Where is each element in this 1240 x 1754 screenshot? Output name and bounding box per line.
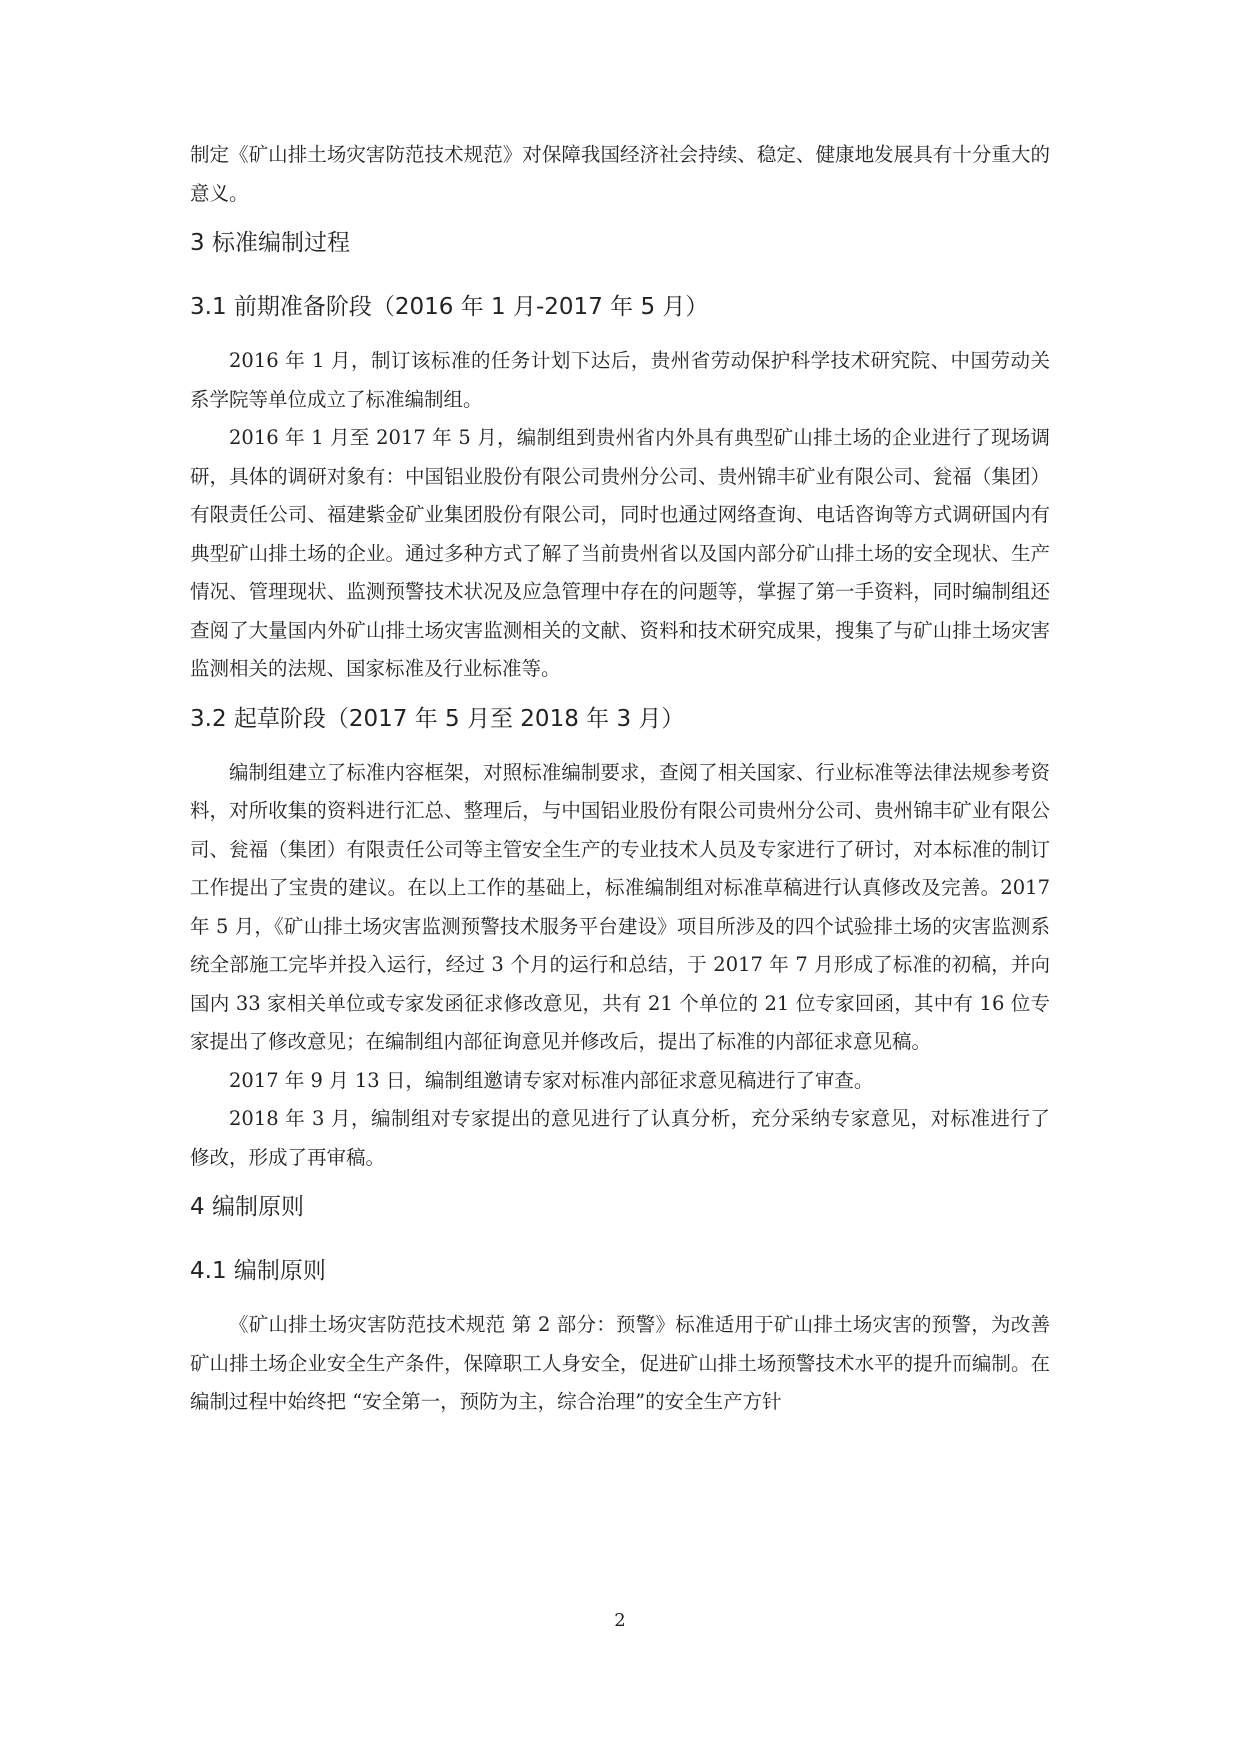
paragraph-3-1-b: 2016 年 1 月至 2017 年 5 月，编制组到贵州省内外具有典型矿山排土场的企业进行了现场调研，具体的调研对象有：中国铝业股份有限公司贵州分公司、贵州锦丰矿业有限公司、瓮福（集团）有限责任公司、福建紫金矿业集团股份有限公司，同时也通过网络查询、电话咨询等方式调研国内有典型矿山排土场的企业。通过多种方式了解了当前贵州省以及国内部分矿山排土场的安全现状、生产情况、管理现状、监测预警技术状况及应急管理中存在的问题等，掌握了第一手资料，同时编制组还查阅了大量国内外矿山排土场灾害监测相关的文献、资料和技术研究成果，搜集了与矿山排土场灾害监测相关的法规、国家标准及行业标准等。: [190, 426, 1050, 680]
paragraph-3-2-b: 2017 年 9 月 13 日，编制组邀请专家对标准内部征求意见稿进行了审查。: [229, 1068, 874, 1092]
paragraph-3-2-a: 编制组建立了标准内容框架，对照标准编制要求，查阅了相关国家、行业标准等法律法规参考资料，对所收集的资料进行汇总、整理后，与中国铝业股份有限公司贵州分公司、贵州锦丰矿业有限公司、瓮福（集团）有限责任公司等主管安全生产的专业技术人员及专家进行了研讨，对本标准的制订工作提出了宝贵的建议。在以上工作的基础上，标准编制组对标准草稿进行认真修改及完善。2017 年 5 月，《矿山排土场灾害监测预警技术服务平台建设》项目所涉及的四个试验排土场的灾害监测系统全部施工完毕并投入运行，经过 3 个月的运行和总结，于 2017 年 7 月形成了标准的初稿，并向国内 33 家相关单位或专家发函征求修改意见，共有 21 个单位的 21 位专家回函，其中有 16 位专家提出了修改意见；在编制组内部征询意见并修改后，提出了标准的内部征求意见稿。: [190, 760, 1050, 1053]
paragraph-4-1-a: 《矿山排土场灾害防范技术规范 第 2 部分：预警》标准适用于矿山排土场灾害的预警，为改善矿山排土场企业安全生产条件，保障职工人身安全，促进矿山排土场预警技术水平的提升而编制。在编制过程中始终把 “安全第一，预防为主，综合治理”的安全生产方针: [190, 1313, 1050, 1413]
page-number: 2: [614, 1610, 626, 1631]
heading-section-3-1: 3.1 前期准备阶段（2016 年 1 月-2017 年 5 月）: [190, 294, 709, 320]
heading-section-3-2: 3.2 起草阶段（2017 年 5 月至 2018 年 3 月）: [190, 705, 685, 732]
heading-section-4-1: 4.1 编制原则: [190, 1258, 326, 1284]
heading-section-3: 3 标准编制过程: [190, 230, 350, 256]
paragraph-3-2-c: 2018 年 3 月，编制组对专家提出的意见进行了认真分析，充分采纳专家意见，对标准进行了修改，形成了再审稿。: [190, 1107, 1050, 1169]
heading-section-4: 4 编制原则: [190, 1194, 304, 1220]
paragraph-3-1-a: 2016 年 1 月，制订该标准的任务计划下达后，贵州省劳动保护科学技术研究院、中国劳动关系学院等单位成立了标准编制组。: [190, 349, 1050, 411]
document-page: [190, 136, 1050, 1422]
paragraph-intro-end: 制定《矿山排土场灾害防范技术规范》对保障我国经济社会持续、稳定、健康地发展具有十分重大的意义。: [190, 143, 1050, 205]
